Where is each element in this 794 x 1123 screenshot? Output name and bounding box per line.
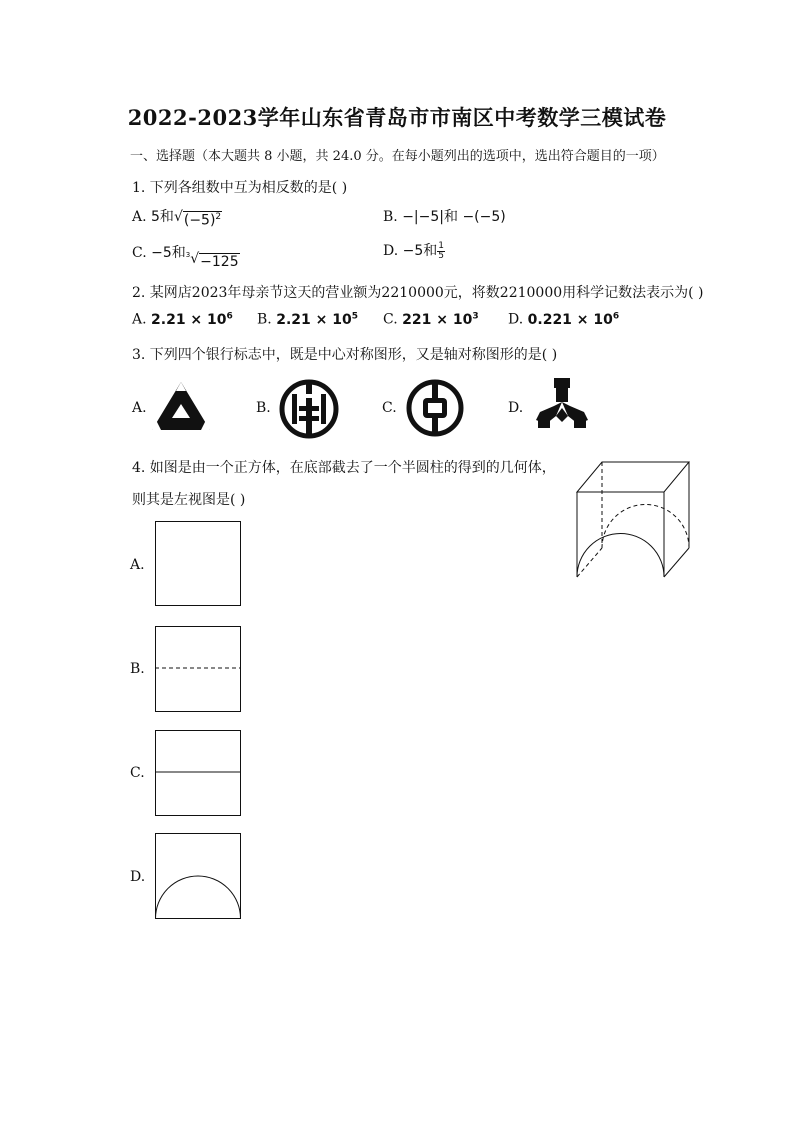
q2-option-c[interactable] xyxy=(383,311,479,328)
option-letter: B. xyxy=(383,209,398,225)
option-prefix: −5和 xyxy=(402,243,438,259)
page-title: 2022-2023学年山东省青岛市市南区中考数学三模试卷 xyxy=(127,105,667,130)
radical-sign-icon: √ xyxy=(190,251,200,267)
option-letter: C. xyxy=(132,245,147,261)
q1-option-d[interactable] xyxy=(383,240,445,261)
question-1-stem: 1. 下列各组数中互为相反数的是( ) xyxy=(132,180,348,196)
q3-option-d-letter[interactable]: D. xyxy=(508,400,524,416)
q2-option-b[interactable] xyxy=(257,311,358,328)
q4-option-b-letter[interactable]: B. xyxy=(130,661,145,677)
section-heading: 一、选择题（本大题共 8 小题，共 24.0 分。在每小题列出的选项中，选出符合题目的一项） xyxy=(130,149,665,164)
option-value: $2.21 \times 10^5$ xyxy=(276,311,358,328)
option-letter: D. xyxy=(383,243,399,259)
option-value: $0.221 \times 10^6$ xyxy=(527,311,620,328)
option-value: $2.21 \times 10^6$ xyxy=(151,311,233,328)
option-value: $221 \times 10^3$ xyxy=(402,311,479,328)
option-letter: A. xyxy=(132,209,147,225)
option-letter: D. xyxy=(508,311,524,328)
square-dashed-line-icon[interactable] xyxy=(155,626,241,712)
question-4-stem-line1: 4. 如图是由一个正方体，在底部截去了一个半圆柱的得到的几何体， xyxy=(132,460,556,476)
q3-option-a-letter[interactable]: A. xyxy=(132,400,147,416)
option-prefix: −5和 xyxy=(151,245,186,261)
q3-option-b-letter[interactable]: B. xyxy=(256,400,271,416)
question-4-stem-line2: 则其是左视图是( ) xyxy=(132,492,246,508)
square-semicircle-icon[interactable] xyxy=(155,833,241,919)
q1-option-b[interactable] xyxy=(383,206,506,226)
square-solid-line-icon[interactable] xyxy=(155,730,241,816)
question-3-stem: 3. 下列四个银行标志中，既是中心对称图形，又是轴对称图形的是( ) xyxy=(132,347,558,363)
q3-option-c-letter[interactable]: C. xyxy=(382,400,397,416)
question-2-stem: 2. 某网店2023年母亲节这天的营业额为2210000元，将数2210000用科学记数法表示为( ) xyxy=(132,285,704,301)
option-letter: C. xyxy=(383,311,398,328)
option-letter: B. xyxy=(257,311,272,328)
triangle-logo-icon[interactable] xyxy=(150,380,212,432)
option-letter: A. xyxy=(132,311,147,328)
abc-bank-logo-icon[interactable] xyxy=(278,380,340,438)
option-text: −|−5|和 −(−5) xyxy=(402,209,506,225)
ccb-bank-logo-icon[interactable] xyxy=(534,378,590,432)
q2-option-d[interactable] xyxy=(508,311,619,328)
option-prefix: 5和 xyxy=(151,209,174,225)
radicand: $(-5)^2$ xyxy=(183,212,222,229)
root-index: 3 xyxy=(185,251,191,259)
boc-bank-logo-icon[interactable] xyxy=(405,379,465,437)
cube-with-half-cylinder-cut-figure xyxy=(575,460,691,580)
q4-option-d-letter[interactable]: D. xyxy=(130,869,146,885)
radical-sign-icon: √ xyxy=(173,209,183,225)
radicand: −125 xyxy=(200,254,239,270)
plain-square-icon[interactable] xyxy=(155,521,241,606)
q1-option-a[interactable] xyxy=(132,206,222,229)
square-root xyxy=(174,209,222,229)
q4-option-a-letter[interactable]: A. xyxy=(130,557,145,573)
q2-option-a[interactable] xyxy=(132,311,233,328)
cube-root xyxy=(186,251,240,270)
q1-option-c[interactable] xyxy=(132,242,240,270)
q4-option-c-letter[interactable]: C. xyxy=(130,765,145,781)
fraction: $\frac{1}{5}$ xyxy=(438,240,445,261)
